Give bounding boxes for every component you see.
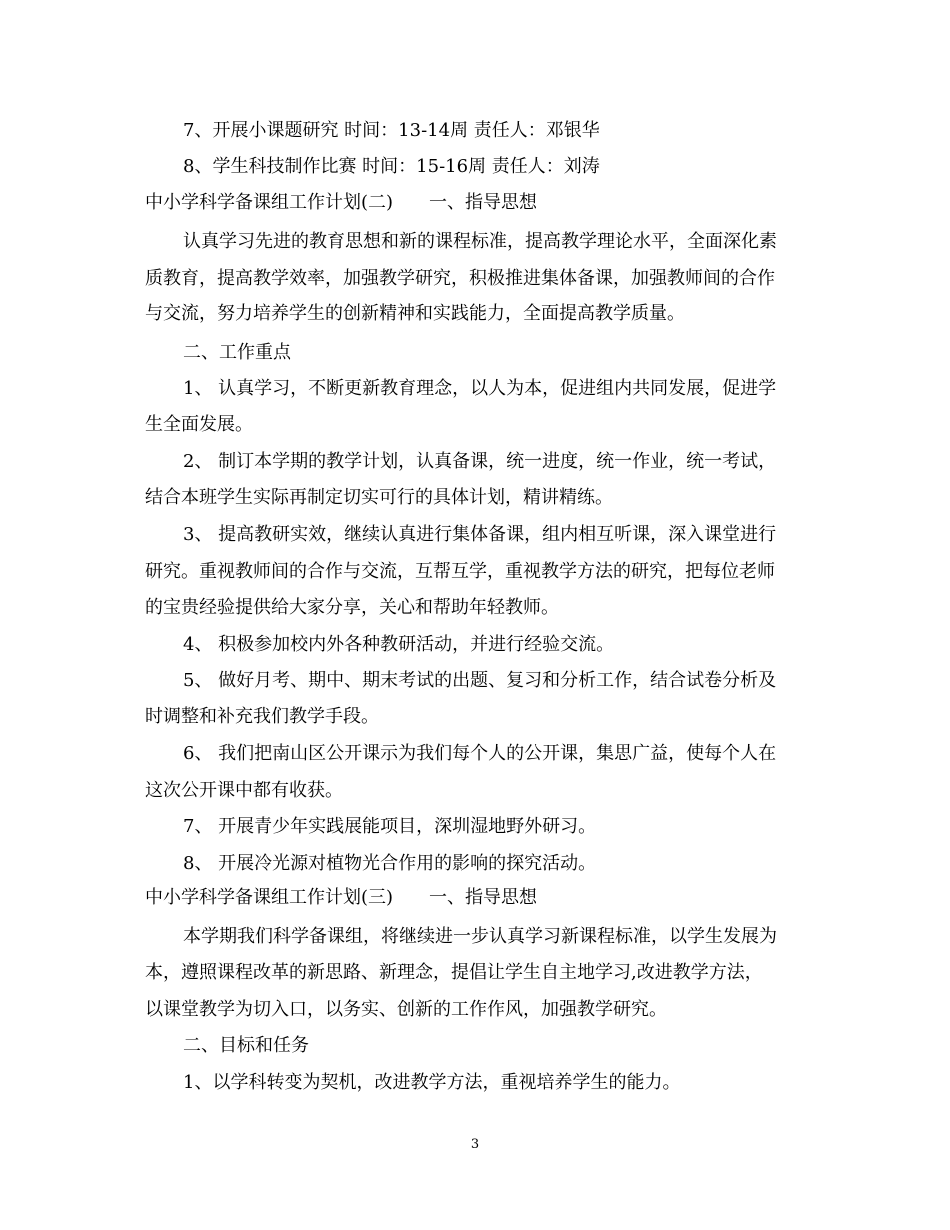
text-line: 与交流，努力培养学生的创新精神和实践能力，全面提高教学质量。 — [145, 303, 685, 324]
text-line: 时调整和补充我们教学手段。 — [145, 706, 379, 727]
text-line: 生全面发展。 — [145, 414, 253, 435]
text-line: 5、 做好月考、期中、期末考试的出题、复习和分析工作，结合试卷分析及 — [183, 670, 777, 691]
section-title: 中小学科学备课组工作计划(二) — [145, 192, 394, 213]
text-line: 3、 提高教研实效，继续认真进行集体备课，组内相互听课，深入课堂进行 — [183, 524, 777, 545]
text-line: 1、以学科转变为契机，改进教学方法，重视培养学生的能力。 — [183, 1072, 681, 1093]
section-heading — [145, 887, 537, 909]
text-line: 结合本班学生实际再制定切实可行的具体计划，精讲精练。 — [145, 487, 613, 508]
page-number: 3 — [470, 1137, 480, 1152]
section-title: 中小学科学备课组工作计划(三) — [145, 887, 394, 908]
text-line: 的宝贵经验提供给大家分享，关心和帮助年轻教师。 — [145, 597, 559, 618]
text-line: 7、开展小课题研究 时间：13-14周 责任人：邓银华 — [183, 120, 600, 141]
text-line: 2、 制订本学期的教学计划，认真备课，统一进度，统一作业，统一考试， — [183, 451, 777, 472]
text-line: 本，遵照课程改革的新思路、新理念，提倡让学生自主地学习,改进教学方法， — [145, 962, 763, 983]
text-line: 本学期我们科学备课组，将继续进一步认真学习新课程标准，以学生发展为 — [183, 926, 777, 947]
text-line: 认真学习先进的教育思想和新的课程标准，提高教学理论水平，全面深化素 — [183, 231, 777, 252]
text-line: 4、 积极参加校内外各种教研活动，并进行经验交流。 — [183, 634, 615, 655]
subheading: 一、指导思想 — [429, 192, 538, 213]
text-line: 8、 开展冷光源对植物光合作用的影响的探究活动。 — [183, 853, 597, 874]
section-heading — [145, 192, 537, 214]
text-line: 这次公开课中都有收获。 — [145, 780, 343, 801]
text-line: 质教育，提高教学效率，加强教学研究，积极推进集体备课，加强教师间的合作 — [145, 268, 775, 289]
text-line: 研究。重视教师间的合作与交流，互帮互学，重视教学方法的研究，把每位老师 — [145, 561, 775, 582]
subheading: 二、目标和任务 — [183, 1035, 309, 1056]
text-line: 以课堂教学为切入口，以务实、创新的工作作风，加强教学研究。 — [145, 999, 667, 1020]
text-line: 1、 认真学习，不断更新教育理念，以人为本，促进组内共同发展，促进学 — [183, 378, 777, 399]
text-line: 6、 我们把南山区公开课示为我们每个人的公开课，集思广益，使每个人在 — [183, 743, 777, 764]
subheading: 二、工作重点 — [183, 342, 291, 363]
text-line: 8、学生科技制作比赛 时间：15-16周 责任人：刘涛 — [183, 156, 600, 177]
text-line: 7、 开展青少年实践展能项目，深圳湿地野外研习。 — [183, 816, 597, 837]
subheading: 一、指导思想 — [429, 887, 538, 908]
